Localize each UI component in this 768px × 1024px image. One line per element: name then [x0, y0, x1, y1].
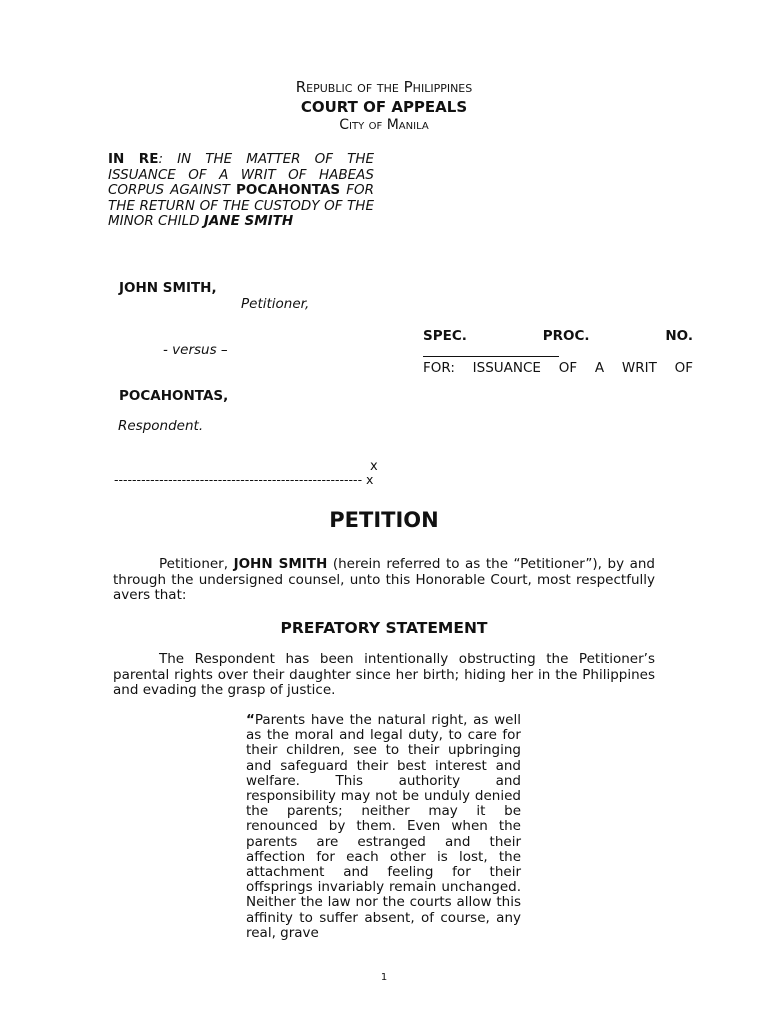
case-number-word: SPEC. [423, 328, 467, 344]
header-city: City of Manila [339, 117, 429, 133]
case-purpose-word: FOR: [423, 360, 455, 376]
in-re-label: IN RE [108, 151, 159, 167]
case-number-label [423, 328, 693, 344]
case-purpose-word: OF [558, 360, 578, 376]
intro-text-a: Petitioner, [159, 556, 229, 572]
case-number-blank-line [423, 356, 559, 357]
intro-paragraph [113, 557, 655, 604]
case-purpose-word: A [594, 360, 605, 376]
header-republic: Republic of the Philippines [295, 78, 473, 96]
separator-line: ------------------------------------------------------- x [114, 472, 374, 487]
caption-child-name: JANE SMITH [203, 213, 294, 230]
quote-open-mark: “ [246, 712, 255, 728]
case-purpose-word: OF [674, 360, 693, 376]
intro-petitioner-name: JOHN SMITH [233, 556, 328, 572]
petitioner-name: JOHN SMITH, [119, 280, 217, 296]
caption-text-b: FOR THE RETURN OF THE CUSTODY OF THE MINOR CHILD [108, 182, 374, 230]
case-number-word: PROC. [542, 328, 590, 344]
quote-text: Parents have the natural right, as well as the moral and legal duty, to care for their children, see to their upbringing and safeguard their best interest and welfare. This authority and responsibility may not be unduly denied the parents; neither may it be renounced by them. Even when the parents are estranged and their affection for each other is lost, the attachment and feeling for their offsprings invariably remain unchanged. Neither the law nor the courts allow this affinity to suffer absent, of course, any real, grave [246, 712, 521, 941]
quoted-passage [246, 713, 521, 941]
prefatory-text: The Respondent has been intentionally obstructing the Petitioner’s parental rights over their daughter since her birth; hiding her in the Philippines and evading the grasp of justice. [113, 651, 655, 699]
in-re-colon: : [158, 151, 163, 167]
respondent-name: POCAHONTAS, [119, 388, 229, 404]
intro-text-b: (herein referred to as the “Petitioner”), by and through the undersigned counsel, unto this Honorable Court, most respectfully avers that: [113, 556, 655, 604]
case-purpose-word: WRIT [621, 360, 657, 376]
page-number: 1 [380, 972, 388, 983]
case-number-word: NO. [665, 328, 693, 344]
versus-label: - versus – [163, 342, 228, 358]
case-purpose-word: ISSUANCE [472, 360, 541, 376]
separator-x-mark: x [370, 459, 378, 474]
caption-text-a: IN THE MATTER OF THE ISSUANCE OF A WRIT OF HABEAS CORPUS AGAINST [108, 151, 375, 199]
header-court: COURT OF APPEALS [300, 98, 468, 116]
case-purpose-line [423, 360, 693, 376]
respondent-role: Respondent. [118, 418, 204, 434]
caption-respondent-name: POCAHONTAS [236, 182, 341, 199]
case-caption [108, 152, 374, 230]
petitioner-role: Petitioner, [241, 296, 310, 312]
document-title: PETITION [329, 508, 439, 532]
section-title: PREFATORY STATEMENT [280, 619, 488, 637]
prefatory-paragraph [113, 652, 655, 699]
